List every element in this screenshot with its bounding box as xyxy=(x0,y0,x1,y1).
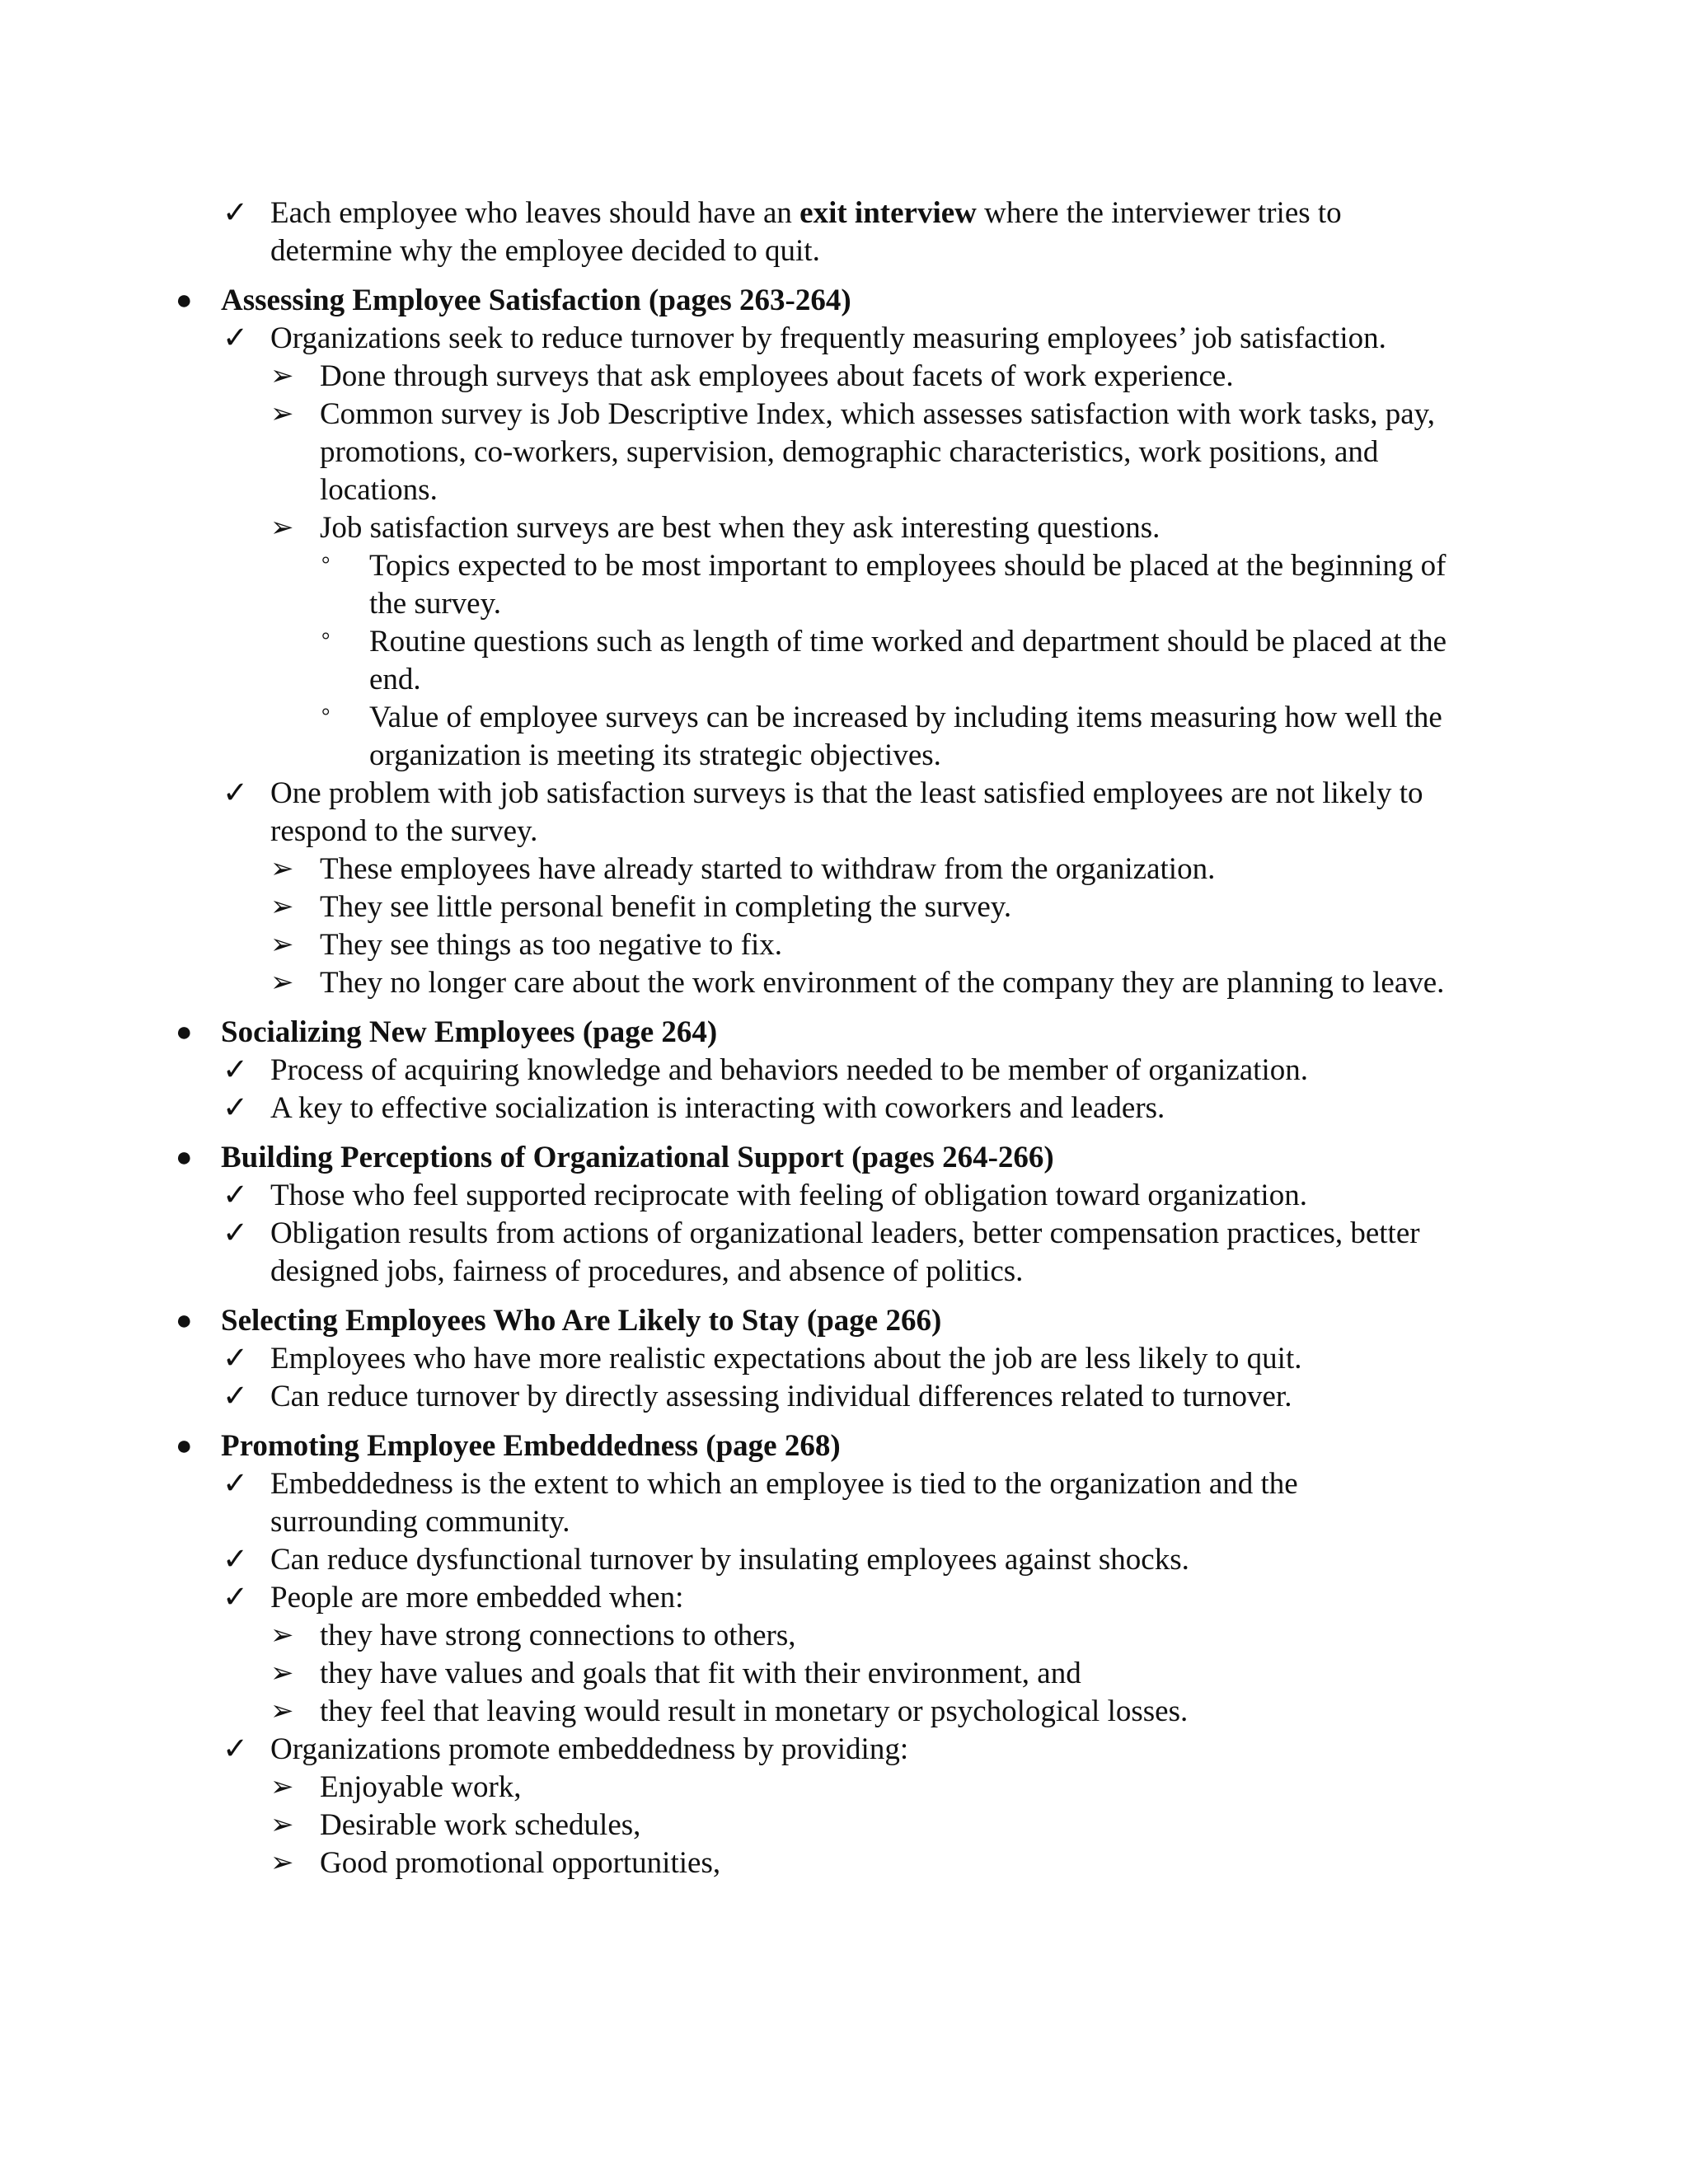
list-item xyxy=(223,1090,1451,1127)
arrow-icon: ➢ xyxy=(270,930,294,960)
list-item xyxy=(223,1052,1451,1090)
heading-text: Building Perceptions of Organizational Support (pages 264-266) xyxy=(221,1141,1054,1174)
item-text: Enjoyable work, xyxy=(320,1770,522,1804)
check-icon: ✓ xyxy=(223,196,249,230)
item-text: Can reduce turnover by directly assessing individual differences related to turnover. xyxy=(270,1380,1292,1413)
arrow-icon: ➢ xyxy=(270,513,294,543)
check-icon: ✓ xyxy=(223,1179,249,1212)
list-item xyxy=(270,1769,1451,1807)
list-item xyxy=(321,623,1451,699)
arrow-icon: ➢ xyxy=(270,854,294,884)
item-text: A key to effective socialization is interacting with coworkers and leaders. xyxy=(270,1091,1165,1125)
section-heading xyxy=(176,1427,1457,1465)
section-heading xyxy=(176,1302,1457,1340)
arrow-icon: ➢ xyxy=(270,361,294,391)
list-item xyxy=(270,851,1451,888)
check-icon: ✓ xyxy=(223,1543,249,1577)
heading-text: Assessing Employee Satisfaction (pages 263-264) xyxy=(221,284,851,317)
arrow-icon: ➢ xyxy=(270,1620,294,1651)
item-text: Can reduce dysfunctional turnover by insulating employees against shocks. xyxy=(270,1543,1189,1577)
list-item xyxy=(270,888,1451,926)
check-icon: ✓ xyxy=(223,776,249,810)
check-icon: ✓ xyxy=(223,1342,249,1376)
item-text: Organizations promote embeddedness by providing: xyxy=(270,1732,909,1766)
list-item xyxy=(223,1579,1451,1617)
item-text: Organizations seek to reduce turnover by frequently measuring employees’ job satisfaction. xyxy=(270,321,1386,355)
bullet-icon: ● xyxy=(176,1017,193,1047)
check-icon: ✓ xyxy=(223,1732,249,1766)
check-icon: ✓ xyxy=(223,1467,249,1501)
list-item xyxy=(223,1731,1451,1769)
arrow-icon: ➢ xyxy=(270,1658,294,1689)
item-text: Each employee who leaves should have an xyxy=(270,196,800,230)
bullet-icon: ● xyxy=(176,1305,193,1336)
list-item xyxy=(270,358,1451,396)
list-item xyxy=(270,1617,1451,1655)
item-text: People are more embedded when: xyxy=(270,1581,684,1615)
check-icon: ✓ xyxy=(223,1053,249,1087)
item-text: Good promotional opportunities, xyxy=(320,1846,721,1880)
list-item xyxy=(270,1844,1451,1882)
degree-icon: ° xyxy=(321,628,331,652)
list-item xyxy=(223,1378,1451,1416)
degree-icon: ° xyxy=(321,704,331,728)
list-item xyxy=(270,964,1451,1002)
item-text: Common survey is Job Descriptive Index, which assesses satisfaction with work tasks, pay, promotions, co-workers, supervision, demographic characteristics, work positions, and locations. xyxy=(320,397,1436,507)
list-item xyxy=(223,320,1451,358)
item-text: Embeddedness is the extent to which an employee is tied to the organization and the surrounding community. xyxy=(270,1467,1298,1539)
list-item xyxy=(223,1177,1451,1215)
item-text: Done through surveys that ask employees about facets of work experience. xyxy=(320,359,1234,393)
item-text: They see things as too negative to fix. xyxy=(320,928,783,962)
item-text: Routine questions such as length of time worked and department should be placed at the end. xyxy=(369,625,1447,696)
item-text: they have strong connections to others, xyxy=(320,1619,796,1652)
heading-text: Socializing New Employees (page 264) xyxy=(221,1015,718,1049)
item-text: they feel that leaving would result in monetary or psychological losses. xyxy=(320,1694,1189,1728)
item-text: They see little personal benefit in completing the survey. xyxy=(320,890,1012,924)
list-item xyxy=(270,509,1451,547)
list-item xyxy=(270,396,1451,509)
arrow-icon: ➢ xyxy=(270,1848,294,1878)
item-text: Process of acquiring knowledge and behaviors needed to be member of organization. xyxy=(270,1053,1308,1087)
list-item xyxy=(270,926,1451,964)
check-icon: ✓ xyxy=(223,1091,249,1125)
check-icon: ✓ xyxy=(223,1216,249,1250)
list-item xyxy=(223,1340,1451,1378)
document-page xyxy=(0,194,1688,1882)
item-text: Those who feel supported reciprocate with feeling of obligation toward organization. xyxy=(270,1179,1307,1212)
item-text: they have values and goals that fit with their environment, and xyxy=(320,1657,1081,1690)
arrow-icon: ➢ xyxy=(270,399,294,429)
heading-text: Promoting Employee Embeddedness (page 268) xyxy=(221,1429,841,1463)
list-item xyxy=(321,547,1451,623)
item-text: where the interviewer tries to determine why the employee decided to quit. xyxy=(270,196,1342,268)
arrow-icon: ➢ xyxy=(270,968,294,998)
arrow-icon: ➢ xyxy=(270,1772,294,1802)
arrow-icon: ➢ xyxy=(270,1696,294,1727)
item-text: Employees who have more realistic expectations about the job are less likely to quit. xyxy=(270,1342,1302,1376)
list-item xyxy=(223,194,1451,270)
item-text: Obligation results from actions of organizational leaders, better compensation practices, better designed jobs, fairness of procedures, and absence of politics. xyxy=(270,1216,1420,1288)
check-icon: ✓ xyxy=(223,1581,249,1615)
list-item xyxy=(321,699,1451,775)
bold-term: exit interview xyxy=(799,196,977,230)
section-heading xyxy=(176,1139,1457,1177)
check-icon: ✓ xyxy=(223,1380,249,1413)
item-text: Value of employee surveys can be increased by including items measuring how well the organization is meeting its strategic objectives. xyxy=(369,701,1442,772)
section-heading xyxy=(176,1014,1457,1052)
item-text: These employees have already started to withdraw from the organization. xyxy=(320,852,1216,886)
list-item xyxy=(223,1465,1451,1541)
arrow-icon: ➢ xyxy=(270,1810,294,1840)
arrow-icon: ➢ xyxy=(270,892,294,922)
bullet-icon: ● xyxy=(176,285,193,316)
list-item xyxy=(223,1541,1451,1579)
list-item xyxy=(270,1693,1451,1731)
bullet-icon: ● xyxy=(176,1142,193,1173)
heading-text: Selecting Employees Who Are Likely to Stay (page 266) xyxy=(221,1304,942,1338)
check-icon: ✓ xyxy=(223,321,249,355)
item-text: Desirable work schedules, xyxy=(320,1808,641,1842)
list-item xyxy=(223,1215,1451,1291)
list-item xyxy=(270,1655,1451,1693)
item-text: Job satisfaction surveys are best when they ask interesting questions. xyxy=(320,511,1160,545)
item-text: They no longer care about the work environment of the company they are planning to leave. xyxy=(320,966,1445,1000)
list-item xyxy=(270,1807,1451,1844)
section-heading xyxy=(176,282,1457,320)
list-item xyxy=(223,775,1451,851)
item-text: One problem with job satisfaction surveys is that the least satisfied employees are not likely to respond to the survey. xyxy=(270,776,1423,848)
item-text: Topics expected to be most important to employees should be placed at the beginning of the survey. xyxy=(369,549,1447,621)
degree-icon: ° xyxy=(321,552,331,576)
bullet-icon: ● xyxy=(176,1431,193,1461)
